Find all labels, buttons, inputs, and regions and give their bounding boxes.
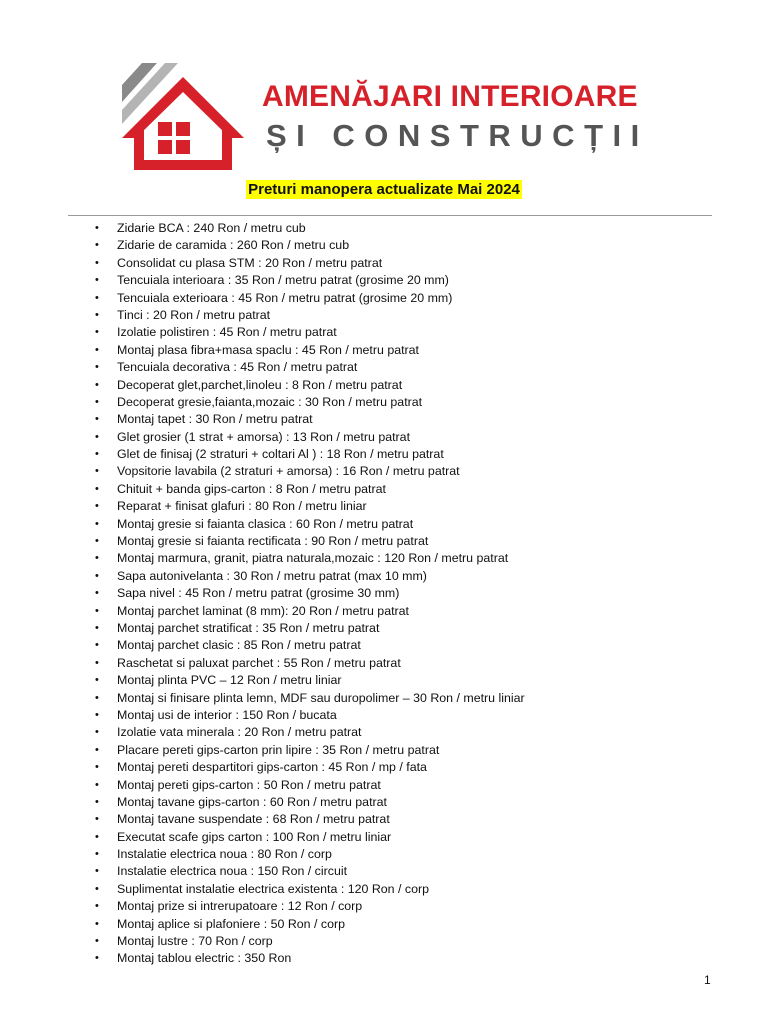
- price-list-item: [95, 237, 525, 254]
- price-list-item: [95, 707, 525, 724]
- bullet-icon: •: [95, 952, 99, 965]
- bullet-icon: •: [95, 813, 99, 826]
- bullet-icon: •: [95, 430, 99, 443]
- bullet-icon: •: [95, 413, 99, 426]
- price-list-item: [95, 759, 525, 776]
- price-list-item: [95, 881, 525, 898]
- bullet-icon: •: [95, 256, 99, 269]
- price-list-item: [95, 863, 525, 880]
- bullet-icon: •: [95, 361, 99, 374]
- price-list-item-text: Montaj pereti gips-carton : 50 Ron / metru patrat: [117, 777, 381, 792]
- price-list-item: [95, 255, 525, 272]
- bullet-icon: •: [95, 308, 99, 321]
- bullet-icon: •: [95, 917, 99, 930]
- house-logo-icon: [120, 60, 255, 170]
- bullet-icon: •: [95, 569, 99, 582]
- price-list-item: [95, 811, 525, 828]
- price-list-item: [95, 672, 525, 689]
- page-number: 1: [704, 973, 711, 987]
- price-list-item-text: Placare pereti gips-carton prin lipire : 35 Ron / metru patrat: [117, 742, 440, 757]
- price-list-item-text: Instalatie electrica noua : 150 Ron / circuit: [117, 864, 348, 879]
- price-list-item: [95, 933, 525, 950]
- price-list-item-text: Tencuiala interioara : 35 Ron / metru patrat (grosime 20 mm): [117, 273, 449, 288]
- price-list-item-text: Executat scafe gips carton : 100 Ron / metru liniar: [117, 829, 392, 844]
- price-list-item: [95, 394, 525, 411]
- price-list: [95, 220, 525, 968]
- bullet-icon: •: [95, 761, 99, 774]
- bullet-icon: •: [95, 291, 99, 304]
- bullet-icon: •: [95, 674, 99, 687]
- price-list-item-text: Montaj usi de interior : 150 Ron / bucata: [117, 707, 337, 722]
- price-list-item-text: Reparat + finisat glafuri : 80 Ron / metru liniar: [117, 499, 367, 514]
- price-list-item: [95, 359, 525, 376]
- price-list-item: [95, 307, 525, 324]
- bullet-icon: •: [95, 395, 99, 408]
- price-list-item-text: Montaj aplice si plafoniere : 50 Ron / corp: [117, 916, 345, 931]
- price-list-item: [95, 724, 525, 741]
- price-list-item-text: Montaj tablou electric : 350 Ron: [117, 951, 292, 966]
- price-list-item-text: Vopsitorie lavabila (2 straturi + amorsa) : 16 Ron / metru patrat: [117, 464, 460, 479]
- price-list-item-text: Montaj parchet stratificat : 35 Ron / metru patrat: [117, 620, 380, 635]
- price-list-item-text: Decoperat glet,parchet,linoleu : 8 Ron / metru patrat: [117, 377, 403, 392]
- bullet-icon: •: [95, 726, 99, 739]
- price-list-item-text: Glet de finisaj (2 straturi + coltari Al ) : 18 Ron / metru patrat: [117, 447, 444, 462]
- price-list-item-text: Montaj plinta PVC – 12 Ron / metru liniar: [117, 673, 342, 688]
- price-list-item-text: Zidarie de caramida : 260 Ron / metru cub: [117, 238, 350, 253]
- bullet-icon: •: [95, 882, 99, 895]
- price-list-item: [95, 498, 525, 515]
- bullet-icon: •: [95, 378, 99, 391]
- bullet-icon: •: [95, 795, 99, 808]
- price-list-item: [95, 429, 525, 446]
- price-list-item: [95, 568, 525, 585]
- bullet-icon: •: [95, 639, 99, 652]
- bullet-icon: •: [95, 935, 99, 948]
- bullet-icon: •: [95, 900, 99, 913]
- price-list-item: [95, 742, 525, 759]
- price-list-item: [95, 846, 525, 863]
- price-list-item: [95, 620, 525, 637]
- price-list-item-text: Sapa autonivelanta : 30 Ron / metru patrat (max 10 mm): [117, 568, 427, 583]
- price-list-item-text: Montaj pereti despartitori gips-carton : 45 Ron / mp / fata: [117, 760, 427, 775]
- price-list-item: [95, 916, 525, 933]
- bullet-icon: •: [95, 343, 99, 356]
- bullet-icon: •: [95, 691, 99, 704]
- bullet-icon: •: [95, 604, 99, 617]
- price-list-item-text: Montaj gresie si faianta clasica : 60 Ron / metru patrat: [117, 516, 414, 531]
- price-list-item: [95, 655, 525, 672]
- price-list-item: [95, 324, 525, 341]
- price-list-item: [95, 585, 525, 602]
- price-list-item-text: Montaj parchet laminat (8 mm): 20 Ron / metru patrat: [117, 603, 409, 618]
- price-list-item-text: Consolidat cu plasa STM : 20 Ron / metru patrat: [117, 255, 383, 270]
- price-list-item-text: Tencuiala exterioara : 45 Ron / metru patrat (grosime 20 mm): [117, 290, 453, 305]
- price-list-item: [95, 446, 525, 463]
- price-list-item-text: Montaj lustre : 70 Ron / corp: [117, 934, 273, 949]
- price-list-item: [95, 950, 525, 967]
- price-list-item-text: Montaj parchet clasic : 85 Ron / metru patrat: [117, 638, 361, 653]
- price-list-item-text: Montaj tavane suspendate : 68 Ron / metru patrat: [117, 812, 390, 827]
- bullet-icon: •: [95, 830, 99, 843]
- price-list-item: [95, 794, 525, 811]
- bullet-icon: •: [95, 326, 99, 339]
- bullet-icon: •: [95, 552, 99, 565]
- bullet-icon: •: [95, 708, 99, 721]
- price-list-item: [95, 637, 525, 654]
- bullet-icon: •: [95, 274, 99, 287]
- price-list-item-text: Glet grosier (1 strat + amorsa) : 13 Ron / metru patrat: [117, 429, 411, 444]
- price-list-item-text: Montaj prize si intrerupatoare : 12 Ron / corp: [117, 899, 363, 914]
- bullet-icon: •: [95, 743, 99, 756]
- price-list-item-text: Suplimentat instalatie electrica existenta : 120 Ron / corp: [117, 881, 429, 896]
- price-list-item-text: Sapa nivel : 45 Ron / metru patrat (grosime 30 mm): [117, 586, 400, 601]
- bullet-icon: •: [95, 448, 99, 461]
- price-list-item: [95, 829, 525, 846]
- bullet-icon: •: [95, 656, 99, 669]
- price-list-item-text: Chituit + banda gips-carton : 8 Ron / metru patrat: [117, 481, 386, 496]
- price-list-item: [95, 516, 525, 533]
- bullet-icon: •: [95, 239, 99, 252]
- document-title: Preturi manopera actualizate Mai 2024: [248, 181, 520, 198]
- price-list-item: [95, 550, 525, 567]
- bullet-icon: •: [95, 517, 99, 530]
- price-list-item: [95, 377, 525, 394]
- price-list-item: [95, 272, 525, 289]
- price-list-item-text: Tinci : 20 Ron / metru patrat: [117, 307, 271, 322]
- horizontal-divider: [68, 215, 712, 216]
- bullet-icon: •: [95, 500, 99, 513]
- price-list-item: [95, 290, 525, 307]
- bullet-icon: •: [95, 778, 99, 791]
- price-list-item-text: Montaj gresie si faianta rectificata : 90 Ron / metru patrat: [117, 534, 429, 549]
- logo-text-line2: ȘI CONSTRUCȚII: [266, 118, 649, 153]
- price-list-item-text: Izolatie polistiren : 45 Ron / metru patrat: [117, 325, 337, 340]
- bullet-icon: •: [95, 865, 99, 878]
- bullet-icon: •: [95, 587, 99, 600]
- price-list-item-text: Zidarie BCA : 240 Ron / metru cub: [117, 221, 306, 235]
- bullet-icon: •: [95, 848, 99, 861]
- bullet-icon: •: [95, 482, 99, 495]
- logo-text-line1: AMENĂJARI INTERIOARE: [262, 80, 638, 113]
- price-list-item-text: Montaj tapet : 30 Ron / metru patrat: [117, 412, 313, 427]
- bullet-icon: •: [95, 465, 99, 478]
- price-list-item: [95, 481, 525, 498]
- price-list-item: [95, 463, 525, 480]
- price-list-item-text: Raschetat si paluxat parchet : 55 Ron / metru patrat: [117, 655, 401, 670]
- price-list-item: [95, 220, 525, 237]
- price-list-item-text: Montaj si finisare plinta lemn, MDF sau duropolimer – 30 Ron / metru liniar: [117, 690, 525, 705]
- price-list-item: [95, 411, 525, 428]
- price-list-item-text: Montaj plasa fibra+masa spaclu : 45 Ron / metru patrat: [117, 342, 420, 357]
- price-list-item: [95, 603, 525, 620]
- price-list-item: [95, 898, 525, 915]
- price-list-item-text: Izolatie vata minerala : 20 Ron / metru patrat: [117, 725, 362, 740]
- price-list-item: [95, 342, 525, 359]
- price-list-item: [95, 777, 525, 794]
- price-list-item-text: Montaj tavane gips-carton : 60 Ron / metru patrat: [117, 794, 387, 809]
- bullet-icon: •: [95, 621, 99, 634]
- price-list-item-text: Decoperat gresie,faianta,mozaic : 30 Ron / metru patrat: [117, 394, 423, 409]
- company-logo: [120, 60, 665, 170]
- price-list-item: [95, 533, 525, 550]
- price-list-item-text: Instalatie electrica noua : 80 Ron / corp: [117, 847, 332, 862]
- price-list-item: [95, 690, 525, 707]
- bullet-icon: •: [95, 222, 99, 234]
- price-list-item-text: Montaj marmura, granit, piatra naturala,mozaic : 120 Ron / metru patrat: [117, 551, 509, 566]
- bullet-icon: •: [95, 535, 99, 548]
- price-list-item-text: Tencuiala decorativa : 45 Ron / metru patrat: [117, 360, 358, 375]
